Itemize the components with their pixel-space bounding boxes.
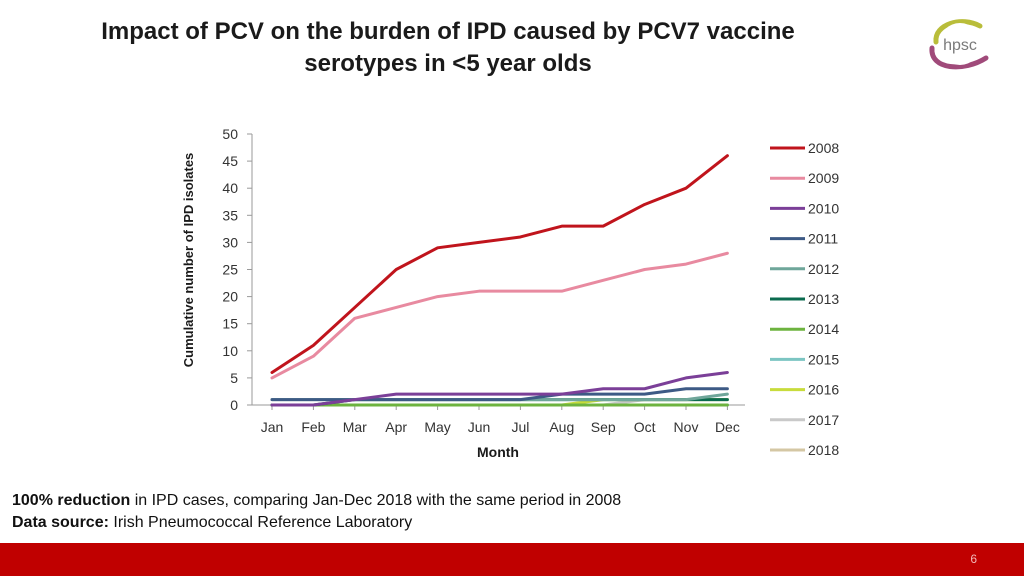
series-line-2009	[272, 253, 727, 378]
footer-line-2	[12, 512, 621, 534]
x-tick-label: Mar	[342, 419, 367, 435]
x-tick-label: Jun	[467, 419, 491, 435]
legend-label-2009: 2009	[808, 170, 840, 187]
legend-label-2018: 2018	[808, 442, 840, 458]
x-tick-label: Sep	[590, 419, 616, 435]
y-axis	[222, 126, 252, 413]
legend-label-2016: 2016	[808, 381, 840, 398]
footer-text	[12, 490, 621, 534]
x-axis-label: Month	[477, 444, 519, 460]
y-tick-label: 0	[230, 397, 238, 413]
x-tick-label: May	[424, 419, 451, 435]
slide-title-line-2: serotypes in <5 year olds	[304, 50, 592, 77]
y-tick-label: 30	[222, 234, 238, 251]
y-tick-label: 45	[222, 153, 238, 170]
legend-label-2012: 2012	[808, 260, 840, 277]
x-tick-label: Nov	[673, 419, 699, 435]
x-tick-label: Feb	[301, 419, 326, 435]
slide-title-line-1: Impact of PCV on the burden of IPD caused by PCV7 vaccine	[101, 18, 795, 45]
legend	[770, 140, 839, 458]
y-tick-label: 15	[222, 315, 238, 332]
y-tick-label: 5	[230, 369, 238, 386]
y-tick-label: 50	[222, 126, 238, 142]
legend-label-2015: 2015	[808, 351, 840, 368]
y-tick-label: 20	[222, 288, 238, 305]
y-tick-label: 35	[222, 207, 238, 224]
bottom-bar	[0, 543, 1024, 576]
x-tick-label: Oct	[633, 419, 656, 435]
legend-label-2011: 2011	[808, 230, 839, 247]
x-tick-label: Aug	[549, 419, 575, 435]
legend-label-2014: 2014	[808, 321, 840, 338]
legend-label-2013: 2013	[808, 291, 840, 307]
legend-label-2008: 2008	[808, 140, 840, 156]
logo-text: hpsc	[943, 37, 977, 54]
x-tick-label: Dec	[714, 419, 740, 435]
x-axis	[252, 405, 745, 435]
y-axis-label: Cumulative number of IPD isolates	[181, 152, 196, 368]
reduction-text: in IPD cases, comparing Jan-Dec 2018 with the same period in 2008	[130, 492, 622, 509]
x-tick-label: Jul	[511, 419, 530, 435]
footer-line-1	[12, 490, 621, 512]
x-tick-label: Jan	[260, 419, 284, 435]
legend-label-2010: 2010	[808, 200, 840, 217]
x-tick-label: Apr	[385, 419, 408, 435]
series-line-2008	[272, 156, 727, 373]
data-source-text: Irish Pneumococcal Reference Laboratory	[108, 514, 413, 531]
data-source-label: Data source:	[12, 514, 109, 531]
y-tick-label: 40	[222, 180, 238, 197]
reduction-highlight: 100% reduction	[12, 492, 131, 509]
series-lines	[272, 156, 727, 405]
y-tick-label: 25	[222, 261, 238, 278]
page-number: 6	[970, 552, 977, 566]
legend-label-2017: 2017	[808, 411, 840, 428]
y-tick-label: 10	[222, 342, 238, 359]
